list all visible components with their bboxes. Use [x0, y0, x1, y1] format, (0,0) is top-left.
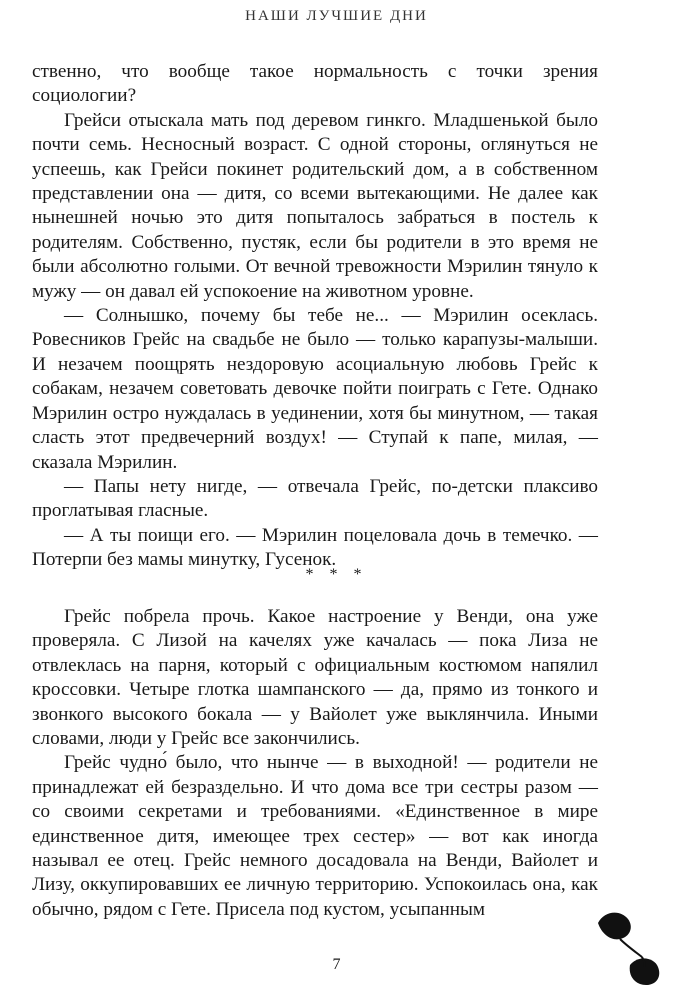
- section-separator: * * *: [305, 566, 368, 583]
- paragraph: Грейси отыскала мать под деревом гинкго. Младшенькой было почти семь. Несносный возраст. С одной стороны, оглянуться не успеешь, как Грейси покинет родительский дом, а в собственном представлении она — дитя, со всеми вытекающими. Не далее как нынешней ночью это дитя попыталось забраться в постель к родителям. Собственно, пустяк, если бы родители в это время не были абсолютно голыми. От вечной тревожности Мэрилин тянуло к мужу — он давал ей успокоение на животном уровне.: [32, 109, 598, 302]
- ginkgo-leaf-icon: [590, 905, 662, 990]
- running-header: НАШИ ЛУЧШИЕ ДНИ: [245, 8, 428, 24]
- paragraph: — А ты поищи его. — Мэрилин поцеловала дочь в темечко. — Потерпи без мамы минутку, Гусенок.: [32, 524, 598, 571]
- paragraph: ственно, что вообще такое нормальность с точки зрения социологии?: [32, 61, 598, 107]
- page-number: 7: [332, 956, 341, 973]
- paragraph: Грейс чудно́ было, что нынче — в выходной! — родители не принадлежат ей безраздельно. И что дома все три сестры разом — со своими секретами и требованиями. «Единственное в мире единственное дитя, имеющее трех сестер» — вот как иногда называл ее отец. Грейс немного досадовала на Венди, Вайолет и Лизу, оккупировавших ее личную территорию. Успокоилась она, как обычно, рядом с Гете. Присела под кустом, усыпанным: [32, 752, 598, 920]
- paragraph: — Папы нету нигде, — отвечала Грейс, по-детски плаксиво проглатывая гласные.: [32, 475, 598, 522]
- paragraph: — Солнышко, почему бы тебе не... — Мэрилин осеклась. Ровесников Грейс на свадьбе не было — только карапузы-малыши. И незачем поощрять нездоровую асоциальную любовь Грейс к собакам, незачем советовать девочке пойти поиграть с Гете. Однако Мэрилин остро нуждалась в уединении, хотя бы минутном, — такая сласть этот предвечерний воздух! — Ступай к папе, милая, — сказала Мэрилин.: [32, 305, 598, 473]
- text-section-2: [32, 605, 598, 922]
- paragraph: Грейс побрела прочь. Какое настроение у Венди, она уже проверяла. С Лизой на качелях уже качалась — пока Лиза не отвлеклась на парня, который с официальным костюмом напялил кроссовки. Четыре глотка шампанского — да, прямо из тонкого и звонкого высокого бокала — у Вайолет уже выклянчила. Иными словами, люди у Грейс все закончились.: [32, 606, 598, 750]
- text-section-1: [32, 60, 598, 573]
